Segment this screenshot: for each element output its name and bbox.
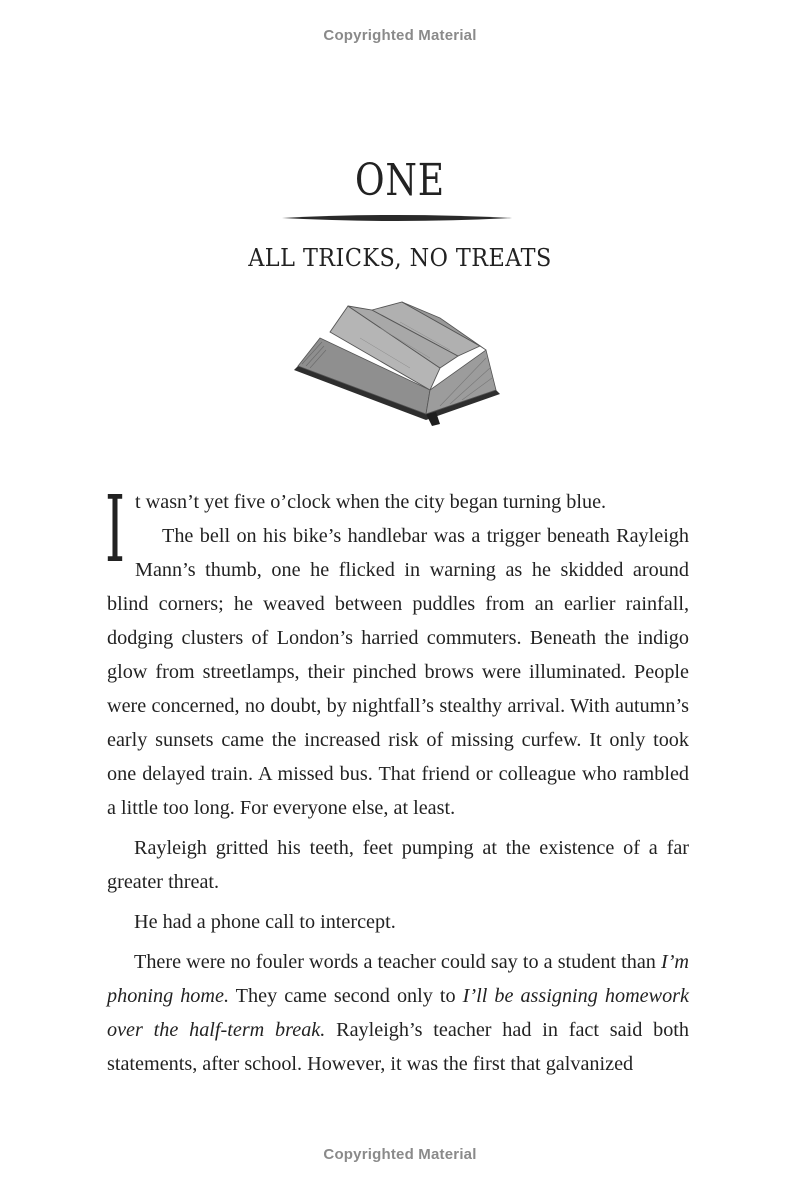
paragraph-5-italic-2: I’ll be assigning homework over the half-term break. — [107, 985, 689, 1041]
chapter-number: ONE — [355, 155, 445, 206]
paragraph-5-italic-1: I’m phoning home. — [107, 951, 689, 1007]
paragraph-5-text-b: They came second only to — [229, 985, 463, 1007]
drop-cap: I — [105, 476, 125, 583]
paragraph-1 — [105, 476, 689, 583]
paragraph-5 — [107, 945, 689, 1081]
copyright-watermark-bottom: Copyrighted Material — [323, 1146, 477, 1163]
paragraph-1-text: t wasn’t yet five o’clock when the city began turning blue. — [135, 491, 607, 513]
chapter-divider — [282, 212, 512, 224]
chapter-body — [105, 476, 689, 1081]
paragraph-4: He had a phone call to intercept. — [134, 911, 396, 933]
paragraph-2: The bell on his bike’s handlebar was a trigger beneath Rayleigh Mann’s thumb, one he flicked in warning as he skidded around blind corners; he weaved between puddles from an earlier rainfall, dodging clusters of London’s harried commuters. Beneath the indigo glow from streetlamps, their pinched brows were illuminated. People were concerned, no doubt, by nightfall’s stealthy arrival. With autumn’s early sunsets came the increased risk of missing curfew. It only took one delayed train. A missed bus. That friend or colleague who rambled a little too long. For everyone else, at least. — [107, 525, 689, 819]
copyright-watermark-top: Copyrighted Material — [323, 27, 477, 44]
open-book-icon — [290, 298, 502, 432]
paragraph-5-text-c: Rayleigh’s teacher had in fact said both statements, after school. However, it was the first that galvanized — [107, 1019, 689, 1075]
paragraph-3: Rayleigh gritted his teeth, feet pumping at the existence of a far greater threat. — [107, 837, 689, 893]
paragraph-5-text-a: There were no fouler words a teacher could say to a student than — [134, 951, 661, 973]
chapter-title: ALL TRICKS, NO TREATS — [248, 244, 552, 272]
